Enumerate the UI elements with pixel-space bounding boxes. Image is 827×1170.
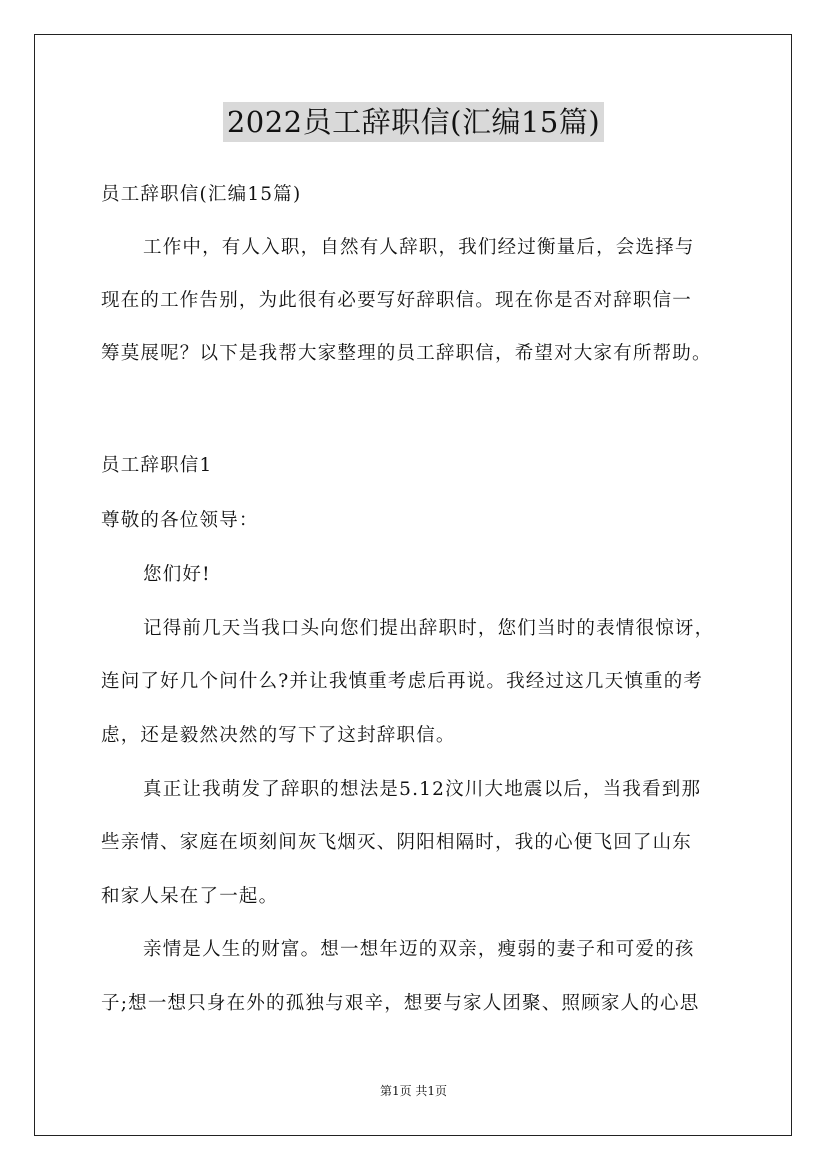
paragraph-2-line-2: 些亲情、家庭在顷刻间灰飞烟灭、阴阳相隔时，我的心便飞回了山东 (101, 832, 693, 853)
paragraph-1-line-3: 虑，还是毅然决然的写下了这封辞职信。 (101, 725, 456, 746)
intro-line-1: 工作中，有人入职，自然有人辞职，我们经过衡量后，会选择与 (143, 237, 695, 258)
letter-salutation: 尊敬的各位领导： (101, 510, 259, 531)
intro-line-3: 筹莫展呢？以下是我帮大家整理的员工辞职信，希望对大家有所帮助。 (101, 343, 712, 364)
page-number-footer: 第1页 共1页 (379, 1084, 448, 1098)
paragraph-2-line-3: 和家人呆在了一起。 (101, 886, 279, 907)
paragraph-3-line-1: 亲情是人生的财富。想一想年迈的双亲，瘦弱的妻子和可爱的孩 (143, 939, 695, 960)
document-title: 2022员工辞职信(汇编15篇) (223, 102, 604, 142)
paragraph-1-line-1: 记得前几天当我口头向您们提出辞职时，您们当时的表情很惊讶， (143, 618, 715, 639)
subtitle: 员工辞职信(汇编15篇) (101, 184, 302, 205)
intro-line-2: 现在的工作告别，为此很有必要写好辞职信。现在你是否对辞职信一 (101, 290, 693, 311)
title-area (0, 102, 827, 142)
letter-greeting: 您们好! (143, 564, 211, 585)
paragraph-3-line-2: 子;想一想只身在外的孤独与艰辛，想要与家人团聚、照顾家人的心思 (101, 993, 700, 1014)
paragraph-2-line-1: 真正让我萌发了辞职的想法是5.12汶川大地震以后，当我看到那 (143, 779, 702, 800)
paragraph-1-line-2: 连问了好几个问什么?并让我慎重考虑后再说。我经过这几天慎重的考 (101, 671, 704, 692)
letter-heading: 员工辞职信1 (101, 455, 213, 476)
